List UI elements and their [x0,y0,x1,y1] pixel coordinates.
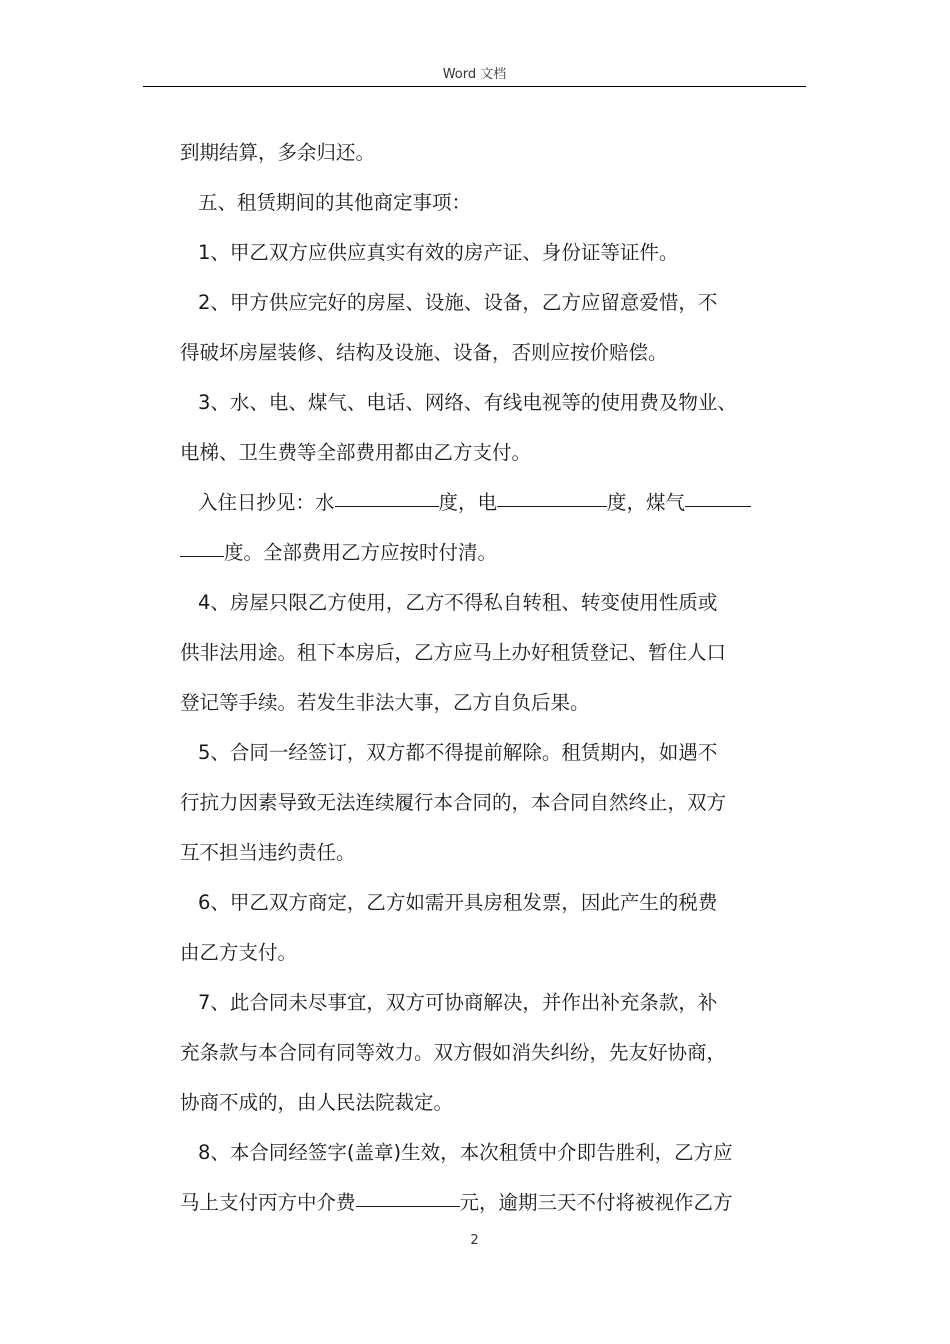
clause-3: 3、水、电、煤气、电话、网络、有线电视等的使用费及物业、 [198,391,737,414]
paragraph-line: 行抗力因素导致无法连续履行本合同的，本合同自然终止，双方 [180,791,727,814]
clause-8: 8、本合同经签字(盖章)生效，本次租赁中介即告胜利，乙方应 [198,1141,733,1164]
gas-reading-blank-part1 [685,505,751,507]
meter-reading-line-cont [180,528,805,578]
paragraph-line: 充条款与本合同有同等效力。双方假如消失纠纷，先友好协商， [180,1041,727,1064]
paragraph-line: 得破坏房屋装修、结构及设施、设备，否则应按价赔偿。 [180,341,668,364]
meter-label-water: 入住日抄见：水 [198,491,335,514]
section-heading: 五、租赁期间的其他商定事项： [198,191,472,214]
clause-1: 1、甲乙双方应供应真实有效的房产证、身份证等证件。 [198,241,679,264]
paragraph-text: 度。全部费用乙方应按时付清。 [224,541,498,564]
clause-7: 7、此合同未尽事宜，双方可协商解决，并作出补充条款，补 [198,991,718,1014]
paragraph-line: 到期结算，多余归还。 [180,141,376,164]
paragraph-line: 供非法用途。租下本房后，乙方应马上办好租赁登记、暂住人口 [180,641,727,664]
header-rule [143,86,806,87]
paragraph-line: 登记等手续。若发生非法大事，乙方自负后果。 [180,691,590,714]
agency-fee-blank [356,1205,460,1207]
agency-fee-label: 马上支付丙方中介费 [180,1191,356,1214]
agency-fee-line [180,1178,805,1228]
gas-reading-blank-part2 [180,555,224,557]
clause-6: 6、甲乙双方商定，乙方如需开具房租发票，因此产生的税费 [198,891,718,914]
paragraph-line: 由乙方支付。 [180,941,298,964]
clause-2: 2、甲方供应完好的房屋、设施、设备，乙方应留意爱惜，不 [198,291,718,314]
document-body [180,128,805,1228]
agency-fee-text: 元，逾期三天不付将被视作乙方 [459,1191,733,1214]
meter-label-electric: 度，电 [438,491,498,514]
electric-reading-blank [497,505,607,507]
clause-4: 4、房屋只限乙方使用，乙方不得私自转租、转变使用性质或 [198,591,718,614]
paragraph-line: 互不担当违约责任。 [180,841,356,864]
page-header: Word 文档 [442,67,507,82]
paragraph-line: 电梯、卫生费等全部费用都由乙方支付。 [180,441,532,464]
meter-reading-line [180,478,805,528]
clause-5: 5、合同一经签订，双方都不得提前解除。租赁期内，如遇不 [198,741,718,764]
meter-label-gas: 度，煤气 [607,491,686,514]
paragraph-line: 协商不成的，由人民法院裁定。 [180,1091,454,1114]
page-number: 2 [470,1233,479,1248]
water-reading-blank [335,505,439,507]
